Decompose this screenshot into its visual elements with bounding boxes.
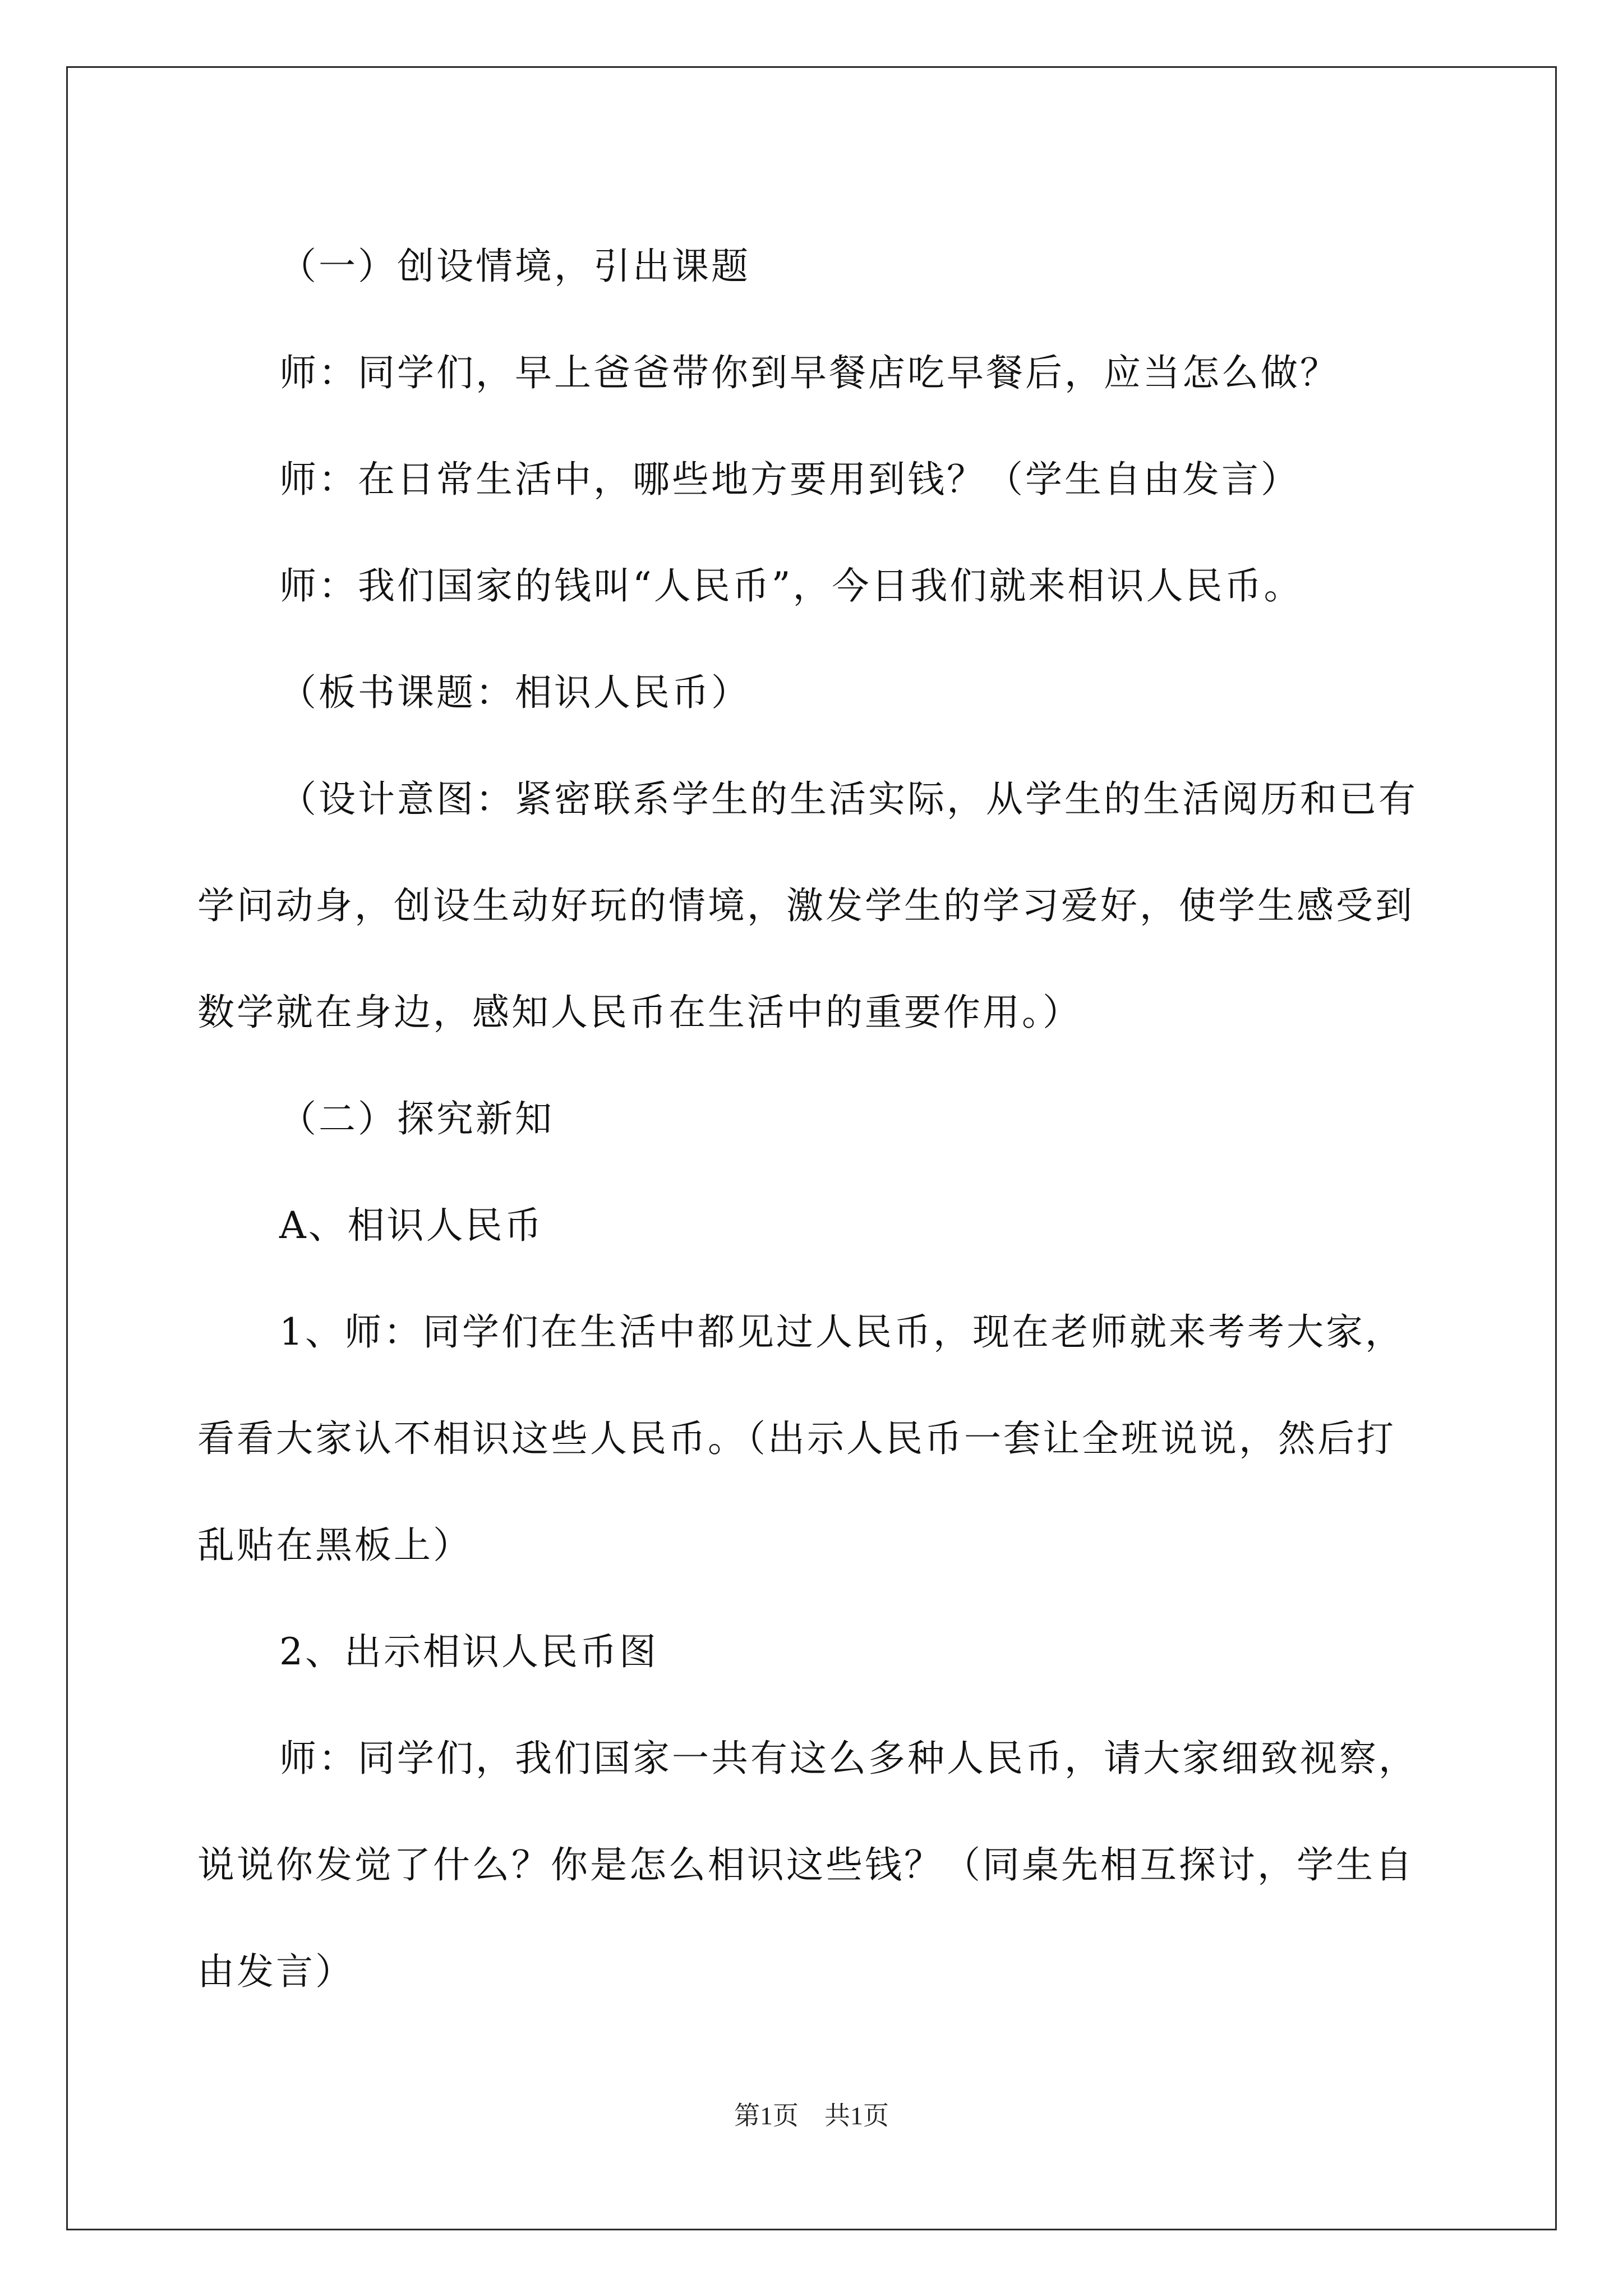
- section-heading-2: （二）探究新知: [279, 1097, 554, 1140]
- document-body: [197, 213, 1431, 2025]
- paragraph: 师：我们国家的钱叫“人民币”，今日我们就来相识人民币。: [279, 564, 1303, 608]
- page-number: 第1页: [734, 2101, 799, 2130]
- paragraph: 1、师：同学们在生活中都见过人民币，现在老师就来考考大家，看看大家认不相识这些人民币。（出示人民币一套让全班说说，然后打乱贴在黑板上）: [197, 1310, 1404, 1567]
- paragraph: 师：在日常生活中，哪些地方要用到钱？（学生自由发言）: [279, 458, 1300, 501]
- section-heading-1: （一）创设情境，引出课题: [279, 245, 750, 288]
- paragraph: 师：同学们，早上爸爸带你到早餐店吃早餐后，应当怎么做？: [279, 351, 1339, 394]
- subsection-heading-a: A、相识人民币: [279, 1204, 544, 1247]
- paragraph: （板书课题：相识人民币）: [279, 671, 750, 714]
- design-intent-paragraph: （设计意图：紧密联系学生的生活实际，从学生的生活阅历和已有学问动身，创设生动好玩的情境，激发学生的学习爱好，使学生感受到数学就在身边，感知人民币在生活中的重要作用。）: [197, 777, 1418, 1034]
- page-total: 共1页: [824, 2101, 889, 2130]
- page-footer: [0, 2099, 1623, 2133]
- paragraph: 2、出示相识人民币图: [279, 1630, 658, 1673]
- paragraph: 师：同学们，我们国家一共有这么多种人民币，请大家细致视察，说说你发觉了什么？你是怎么相识这些钱？（同桌先相互探讨，学生自由发言）: [197, 1737, 1418, 1993]
